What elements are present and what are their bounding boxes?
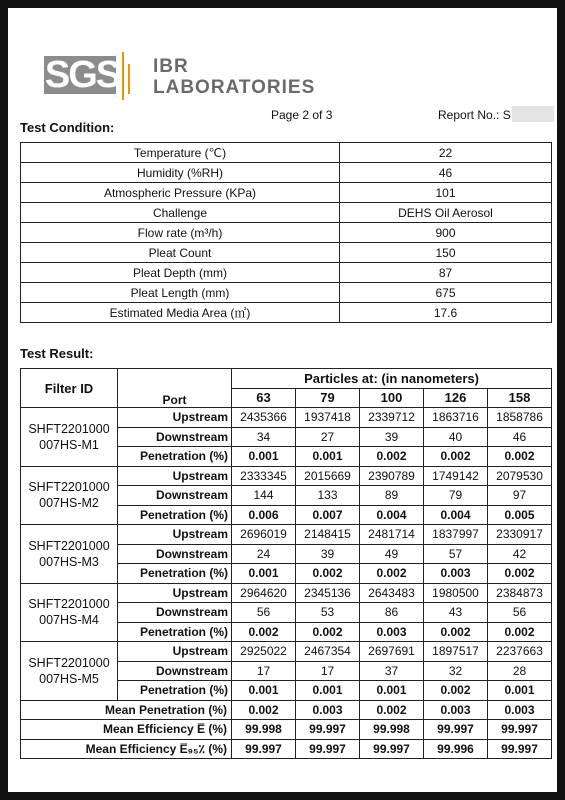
result-value: 2339712 — [360, 408, 424, 428]
port-label: Upstream — [118, 408, 232, 428]
filter-id: SHFT2201000 007HS-M2 — [21, 466, 118, 525]
result-value: 1858786 — [488, 408, 552, 428]
condition-label: Pleat Count — [21, 243, 340, 263]
result-value: 2925022 — [232, 642, 296, 662]
result-value: 40 — [424, 427, 488, 447]
mean-value: 99.997 — [232, 739, 296, 759]
test-result-table — [20, 368, 552, 759]
result-value: 0.002 — [424, 681, 488, 701]
result-value: 56 — [232, 603, 296, 623]
result-value: 0.002 — [488, 564, 552, 584]
filter-id: SHFT2201000 007HS-M1 — [21, 408, 118, 467]
condition-value: DEHS Oil Aerosol — [340, 203, 552, 223]
report-number: Report No.: S — [438, 108, 511, 122]
port-label: Upstream — [118, 642, 232, 662]
result-value: 1749142 — [424, 466, 488, 486]
result-value: 0.002 — [360, 564, 424, 584]
condition-label: Flow rate (m³/h) — [21, 223, 340, 243]
port-header: Port — [118, 369, 232, 408]
result-value: 0.001 — [296, 447, 360, 467]
condition-row — [21, 183, 552, 203]
result-value: 0.001 — [360, 681, 424, 701]
result-value: 2390789 — [360, 466, 424, 486]
result-value: 27 — [296, 427, 360, 447]
result-value: 133 — [296, 486, 360, 506]
result-value: 2384873 — [488, 583, 552, 603]
redaction-box — [512, 106, 554, 122]
result-value: 2015669 — [296, 466, 360, 486]
port-label: Downstream — [118, 486, 232, 506]
mean-label: Mean Penetration (%) — [21, 700, 232, 720]
result-value: 2435366 — [232, 408, 296, 428]
result-value: 0.001 — [488, 681, 552, 701]
result-value: 17 — [296, 661, 360, 681]
mean-value: 99.998 — [360, 720, 424, 740]
condition-row — [21, 203, 552, 223]
result-value: 0.001 — [296, 681, 360, 701]
mean-value: 0.003 — [424, 700, 488, 720]
lab-name: IBR LABORATORIES — [153, 56, 316, 98]
filter-id: SHFT2201000 007HS-M4 — [21, 583, 118, 642]
condition-value: 150 — [340, 243, 552, 263]
mean-row — [21, 700, 552, 720]
test-result-title: Test Result: — [20, 346, 94, 361]
result-value: 2237663 — [488, 642, 552, 662]
condition-label: Pleat Length (mm) — [21, 283, 340, 303]
port-label: Penetration (%) — [118, 622, 232, 642]
particle-size-header: 100 — [360, 388, 424, 408]
result-value: 32 — [424, 661, 488, 681]
result-value: 2643483 — [360, 583, 424, 603]
result-value: 79 — [424, 486, 488, 506]
port-label: Upstream — [118, 466, 232, 486]
result-value: 42 — [488, 544, 552, 564]
result-value: 0.003 — [424, 564, 488, 584]
particle-size-header: 63 — [232, 388, 296, 408]
condition-label: Pleat Depth (mm) — [21, 263, 340, 283]
result-value: 0.005 — [488, 505, 552, 525]
result-value: 144 — [232, 486, 296, 506]
test-condition-table — [20, 142, 552, 323]
result-value: 2330917 — [488, 525, 552, 545]
result-value: 0.002 — [296, 622, 360, 642]
result-value: 43 — [424, 603, 488, 623]
condition-value: 22 — [340, 143, 552, 163]
mean-value: 0.002 — [232, 700, 296, 720]
condition-label: Atmospheric Pressure (KPa) — [21, 183, 340, 203]
mean-label: Mean Efficiency E̅₉₅٪ (%) — [21, 739, 232, 759]
result-value: 2964620 — [232, 583, 296, 603]
filter-id-header: Filter ID — [21, 369, 118, 408]
result-value: 28 — [488, 661, 552, 681]
port-label: Penetration (%) — [118, 505, 232, 525]
port-label: Downstream — [118, 544, 232, 564]
result-value: 2345136 — [296, 583, 360, 603]
report-page — [8, 8, 557, 792]
condition-row — [21, 223, 552, 243]
result-value: 0.001 — [232, 447, 296, 467]
filter-id: SHFT2201000 007HS-M5 — [21, 642, 118, 701]
condition-row — [21, 263, 552, 283]
page-number: Page 2 of 3 — [271, 108, 333, 122]
result-value: 56 — [488, 603, 552, 623]
result-value: 39 — [360, 427, 424, 447]
result-value: 0.004 — [360, 505, 424, 525]
result-value: 1980500 — [424, 583, 488, 603]
condition-value: 87 — [340, 263, 552, 283]
result-value: 2333345 — [232, 466, 296, 486]
condition-row — [21, 243, 552, 263]
filter-id: SHFT2201000 007HS-M3 — [21, 525, 118, 584]
port-label: Penetration (%) — [118, 564, 232, 584]
mean-row — [21, 720, 552, 740]
result-value: 0.007 — [296, 505, 360, 525]
port-label: Upstream — [118, 583, 232, 603]
condition-value: 900 — [340, 223, 552, 243]
result-value: 2079530 — [488, 466, 552, 486]
condition-row — [21, 303, 552, 323]
result-value: 89 — [360, 486, 424, 506]
result-value: 1937418 — [296, 408, 360, 428]
condition-value: 17.6 — [340, 303, 552, 323]
result-value: 34 — [232, 427, 296, 447]
result-row — [21, 466, 552, 486]
result-row — [21, 408, 552, 428]
condition-row — [21, 163, 552, 183]
mean-value: 0.002 — [360, 700, 424, 720]
result-value: 1863716 — [424, 408, 488, 428]
result-value: 0.002 — [424, 447, 488, 467]
result-value: 2696019 — [232, 525, 296, 545]
result-value: 2697691 — [360, 642, 424, 662]
mean-row — [21, 739, 552, 759]
condition-label: Challenge — [21, 203, 340, 223]
mean-value: 99.997 — [296, 720, 360, 740]
result-value: 24 — [232, 544, 296, 564]
particle-size-header: 126 — [424, 388, 488, 408]
mean-value: 99.998 — [232, 720, 296, 740]
port-label: Downstream — [118, 427, 232, 447]
mean-value: 99.996 — [424, 739, 488, 759]
mean-label: Mean Efficiency E̅ (%) — [21, 720, 232, 740]
port-label: Penetration (%) — [118, 447, 232, 467]
result-value: 2467354 — [296, 642, 360, 662]
result-value: 0.002 — [424, 622, 488, 642]
port-label: Downstream — [118, 661, 232, 681]
result-value: 0.002 — [488, 447, 552, 467]
particle-size-header: 158 — [488, 388, 552, 408]
condition-label: Temperature (℃) — [21, 143, 340, 163]
condition-row — [21, 283, 552, 303]
result-value: 2481714 — [360, 525, 424, 545]
condition-row — [21, 143, 552, 163]
result-value: 57 — [424, 544, 488, 564]
result-value: 0.002 — [488, 622, 552, 642]
mean-value: 0.003 — [296, 700, 360, 720]
port-label: Penetration (%) — [118, 681, 232, 701]
result-value: 0.004 — [424, 505, 488, 525]
result-value: 1837997 — [424, 525, 488, 545]
result-row — [21, 583, 552, 603]
condition-value: 101 — [340, 183, 552, 203]
result-value: 86 — [360, 603, 424, 623]
test-condition-title: Test Condition: — [20, 120, 115, 135]
mean-value: 99.997 — [424, 720, 488, 740]
mean-value: 99.997 — [488, 720, 552, 740]
result-value: 53 — [296, 603, 360, 623]
result-value: 0.002 — [232, 622, 296, 642]
result-value: 0.003 — [360, 622, 424, 642]
result-row — [21, 525, 552, 545]
result-value: 0.001 — [232, 681, 296, 701]
condition-value: 675 — [340, 283, 552, 303]
result-value: 0.002 — [360, 447, 424, 467]
result-value: 0.002 — [296, 564, 360, 584]
particle-size-header: 79 — [296, 388, 360, 408]
result-value: 39 — [296, 544, 360, 564]
condition-label: Humidity (%RH) — [21, 163, 340, 183]
mean-value: 99.997 — [488, 739, 552, 759]
result-value: 0.006 — [232, 505, 296, 525]
result-value: 0.001 — [232, 564, 296, 584]
port-label: Upstream — [118, 525, 232, 545]
mean-value: 99.997 — [360, 739, 424, 759]
result-value: 49 — [360, 544, 424, 564]
result-value: 46 — [488, 427, 552, 447]
port-label: Downstream — [118, 603, 232, 623]
result-row — [21, 642, 552, 662]
condition-label: Estimated Media Area (㎡) — [21, 303, 340, 323]
result-value: 97 — [488, 486, 552, 506]
result-value: 1897517 — [424, 642, 488, 662]
result-value: 37 — [360, 661, 424, 681]
mean-value: 99.997 — [296, 739, 360, 759]
condition-value: 46 — [340, 163, 552, 183]
particles-header: Particles at: (in nanometers) — [232, 369, 552, 389]
result-value: 17 — [232, 661, 296, 681]
mean-value: 0.003 — [488, 700, 552, 720]
result-value: 2148415 — [296, 525, 360, 545]
sgs-logo: SGS — [38, 46, 134, 104]
